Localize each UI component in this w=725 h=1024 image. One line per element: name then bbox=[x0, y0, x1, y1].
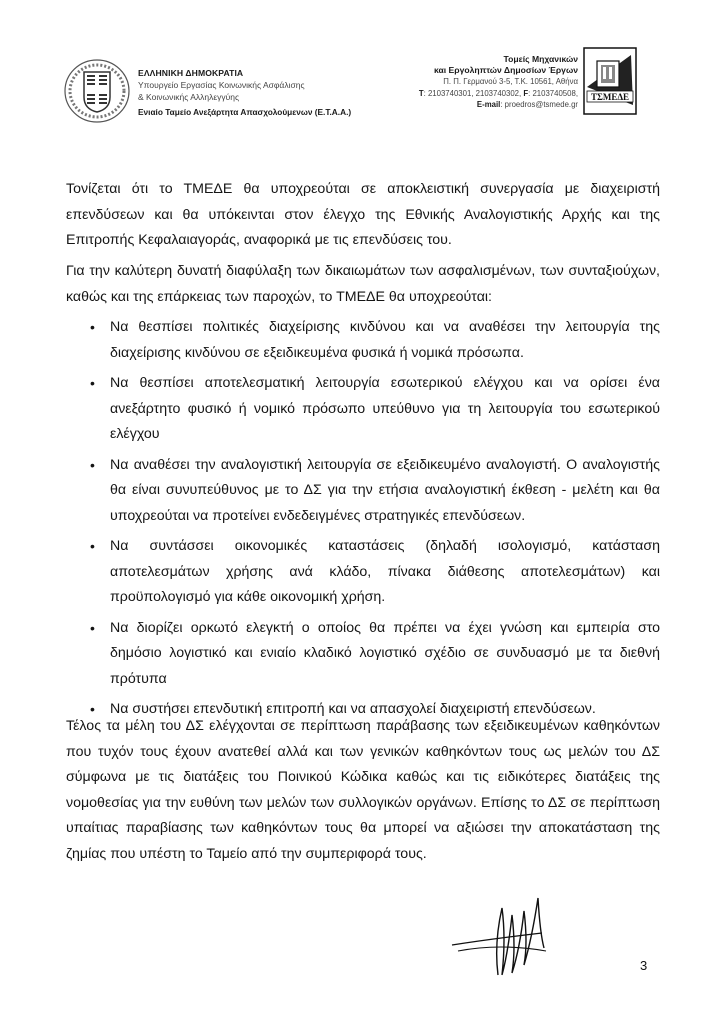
list-item: • Να συστήσει επενδυτική επιτροπή και να απασχολεί διαχειριστή επενδύσεων. bbox=[110, 697, 660, 723]
org-email bbox=[419, 99, 578, 110]
org-address: Π. Π. Γερμανού 3-5, Τ.Κ. 10561, Αθήνα bbox=[443, 77, 578, 87]
fax-label: F bbox=[523, 88, 529, 98]
list-item: • Να διορίζει ορκωτό ελεγκτή ο οποίος θα πρέπει να έχει γνώση και εμπειρία στο δημόσιο λογιστικό και ενιαίο κλαδικό λογιστικό σχέδιο σε συνδυασμό με τα διεθνή πρότυπα bbox=[110, 616, 660, 693]
signature-icon bbox=[450, 893, 570, 988]
page-number: 3 bbox=[640, 958, 648, 973]
obligations-list bbox=[110, 315, 660, 728]
paragraph-obligations-intro: Για την καλύτερη δυνατή διαφύλαξη των δικαιωμάτων των ασφαλισμένων, των συνταξιούχων, καθώς και της επάρκειας των παροχών, το ΤΜΕΔΕ θα υποχρεούται: bbox=[66, 263, 660, 305]
ministry-header bbox=[138, 67, 351, 118]
paragraph-board-liability: Τέλος τα μέλη του ΔΣ ελέγχονται σε περίπτωση παράβασης των εξειδικευμένων καθηκόντων που τυχόν τους έχουν ανατεθεί αλλά και των γενικών καθηκόντων τους ως μελών του ΔΣ σύμφωνα με τις διατάξεις του Ποινικού Κώδικα καθώς και τις ειδικότερες διατάξεις της νομοθεσίας για την ευθύνη των μελών των συλλογικών οργάνων. Επίσης το ΔΣ σε περίπτωση υπαίτιας παραβίασης των καθηκόντων τους θα μπορεί να αξιώσει την αποκατάσταση της ζημίας που υπέστη το Ταμείο από την συμπεριφορά τους. bbox=[66, 718, 660, 862]
phone-values: : 2103740301, 2103740302, bbox=[423, 88, 524, 98]
tsmede-logo-icon bbox=[583, 47, 637, 115]
fund-name: Ενιαίο Ταμείο Ανεξάρτητα Απασχολούμενων (Ε.Τ.Α.Α.) bbox=[138, 107, 352, 117]
org-name-line2: και Εργοληπτών Δημοσίων Έργων bbox=[433, 65, 578, 76]
org-name-line1: Τομείς Μηχανικών bbox=[503, 54, 578, 64]
list-item: • Να συντάσσει οικονομικές καταστάσεις (δηλαδή ισολογισμό, κατάσταση αποτελεσμάτων χρήσης ανά κλάδο, πίνακα διάθεσης αποτελεσμάτων) και προϋπολογισμό για κάθε οικονομική χρήση. bbox=[110, 534, 660, 611]
greek-coat-of-arms-icon bbox=[62, 57, 132, 125]
phone-label: T bbox=[418, 88, 424, 98]
email-label: E-mail bbox=[476, 99, 501, 109]
country-name: ΕΛΛΗΝΙΚΗ ΔΗΜΟΚΡΑΤΙΑ bbox=[138, 68, 244, 78]
org-phone-fax bbox=[419, 88, 578, 99]
paragraph-investment-oversight: Τονίζεται ότι το ΤΜΕΔΕ θα υποχρεούται σε αποκλειστική συνεργασία με διαχειριστή επενδύσεων και θα υπόκεινται στον έλεγχο της Εθνικής Αναλογιστικής Αρχής και της Επιτροπής Κεφαλαιαγοράς, αναφορικά με τις επενδύσεις του. bbox=[66, 181, 660, 248]
fax-value: : 2103740508, bbox=[528, 88, 578, 98]
email-value: : proedros@tsmede.gr bbox=[500, 99, 578, 109]
tsmede-header bbox=[419, 54, 578, 110]
list-item: • Να αναθέσει την αναλογιστική λειτουργία σε εξειδικευμένο αναλογιστή. Ο αναλογιστής θα είναι συνυπεύθυνος με το ΔΣ για την ετήσια αναλογιστική έκθεση - μελέτη και θα υποχρεούται να προτείνει ενδεδειγμένες στρατηγικές επενδύσεων. bbox=[110, 453, 660, 530]
list-item: • Να θεσπίσει πολιτικές διαχείρισης κινδύνου και να αναθέσει την λειτουργία της διαχείρισης κινδύνου σε εξειδικευμένα φυσικά ή νομικά πρόσωπα. bbox=[110, 315, 660, 366]
ministry-name-line1: Υπουργείο Εργασίας Κοινωνικής Ασφάλισης bbox=[138, 80, 305, 90]
list-item: • Να θεσπίσει αποτελεσματική λειτουργία εσωτερικού ελέγχου και να ορίσει ένα ανεξάρτητο φυσικό ή νομικό πρόσωπο υπεύθυνο για τη λειτουργία του εσωτερικού ελέγχου bbox=[110, 371, 660, 448]
svg-text:ΤΣΜΕΔΕ: ΤΣΜΕΔΕ bbox=[590, 92, 630, 102]
ministry-name-line2: & Κοινωνικής Αλληλεγγύης bbox=[138, 92, 240, 102]
